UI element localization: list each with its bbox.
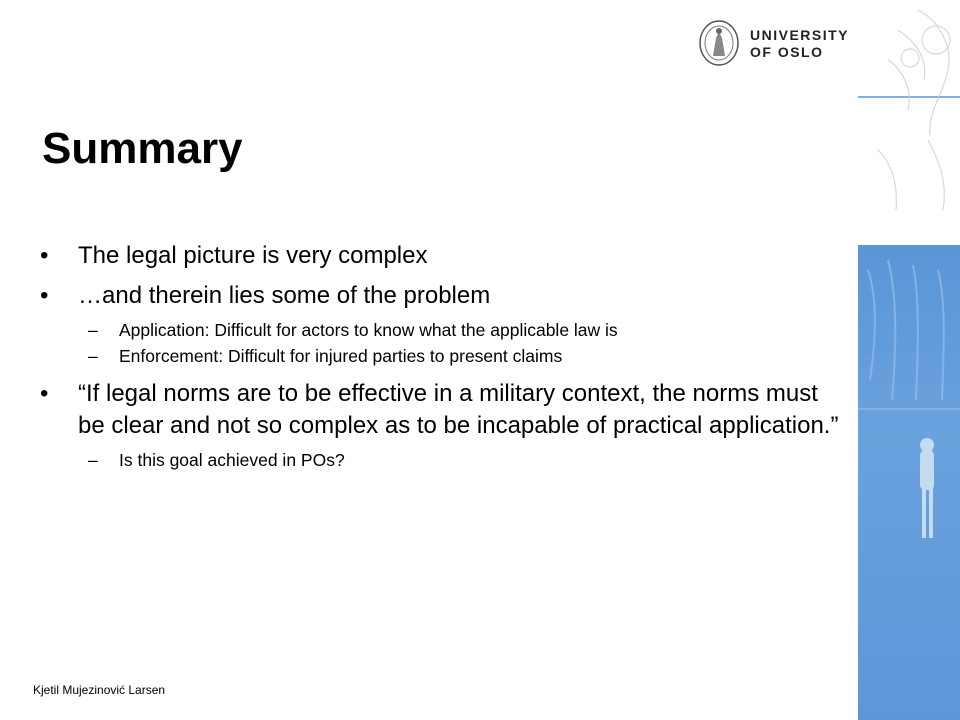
bullet-marker: • [40, 380, 49, 407]
sub-bullet-text: Enforcement: Difficult for injured parties to present claims [119, 346, 563, 366]
university-seal-icon [698, 18, 744, 68]
bullet-text: …and therein lies some of the problem [78, 282, 491, 309]
sub-bullet-text: Application: Difficult for actors to know what the applicable law is [119, 320, 618, 340]
logo-line-1: UNIVERSITY [750, 27, 850, 43]
slide-title: Summary [42, 124, 243, 173]
logo-line-2: OF OSLO [750, 44, 824, 60]
sub-bullet-marker: – [88, 450, 98, 470]
statue-watermark-icon [858, 0, 960, 720]
sub-bullet-marker: – [88, 346, 98, 366]
sub-bullet-item [40, 344, 840, 368]
university-logo [698, 18, 848, 70]
sub-bullet-item [40, 318, 840, 342]
sub-bullet-item [40, 448, 840, 472]
bullet-item [40, 378, 840, 442]
sub-bullet-marker: – [88, 320, 98, 340]
bullet-item [40, 240, 840, 272]
bullet-marker: • [40, 282, 49, 309]
bullet-text: “If legal norms are to be effective in a military context, the norms must be clear and not so complex as to be incapable of practical application.” [78, 380, 839, 439]
bullet-marker: • [40, 242, 49, 269]
sub-bullet-text: Is this goal achieved in POs? [119, 450, 345, 470]
bullet-item [40, 280, 840, 312]
footer-author: Kjetil Mujezinović Larsen [33, 683, 166, 697]
bullet-list [40, 240, 840, 476]
bullet-text: The legal picture is very complex [78, 242, 428, 269]
